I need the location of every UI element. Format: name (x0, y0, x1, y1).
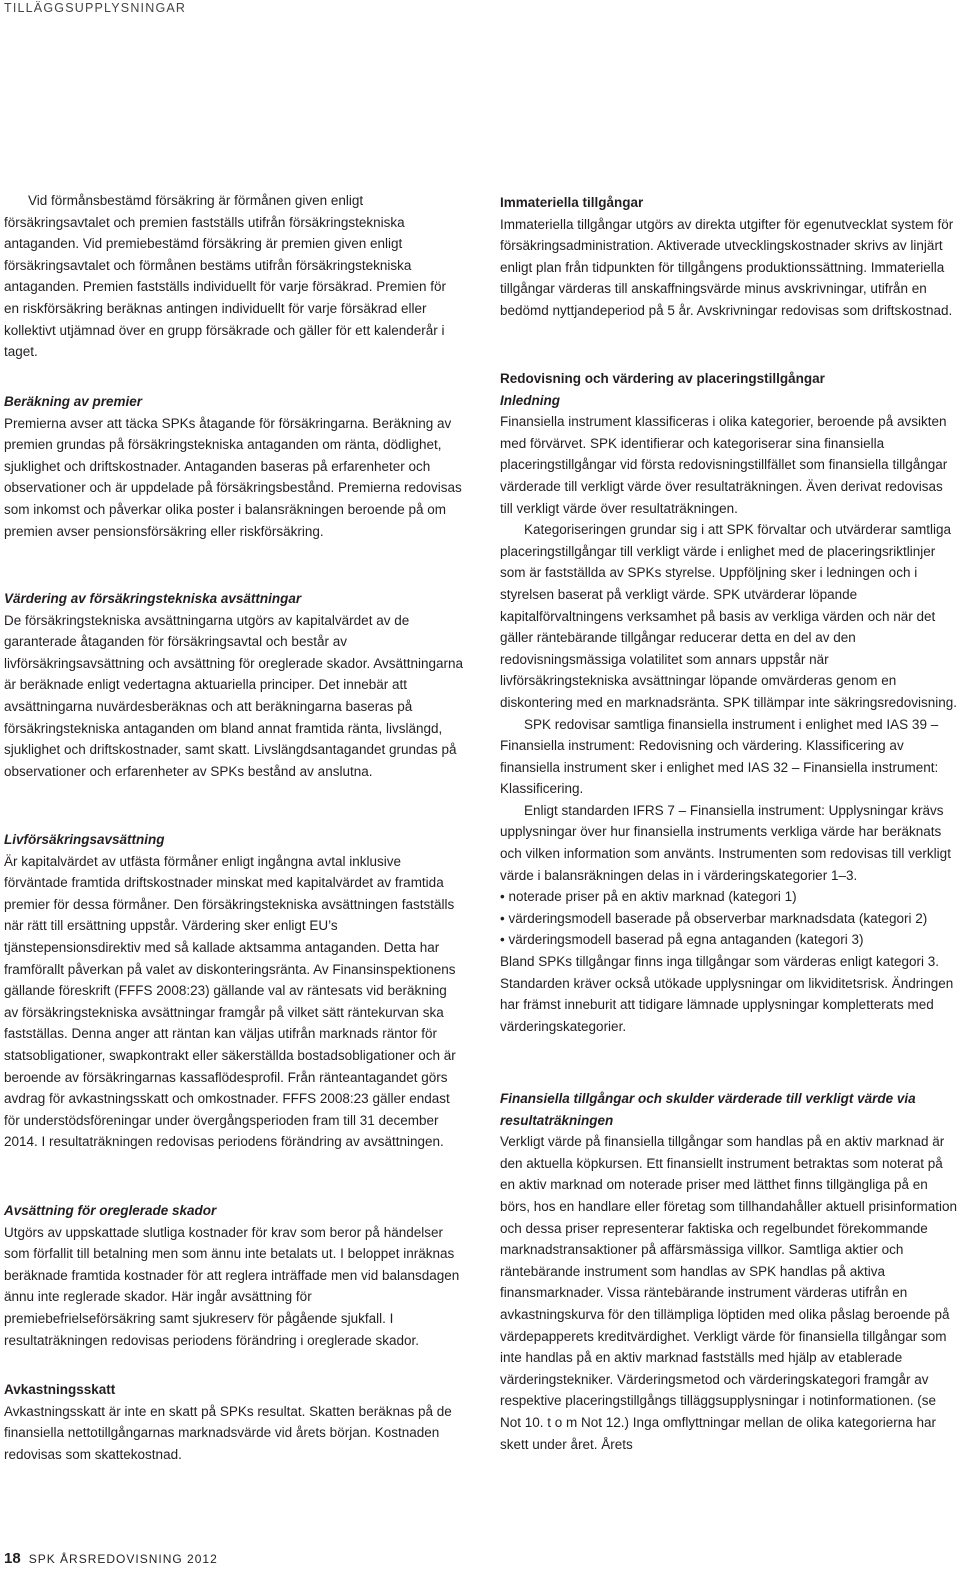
section-heading: Avkastningsskatt (4, 1382, 116, 1397)
section-heading: Värdering av försäkringstekniska avsättningar (4, 591, 302, 606)
section-paragraph: Enligt standarden IFRS 7 – Finansiella instrument: Upplysningar krävs upplysningar över hur finansiella instruments verkliga värde har beräknats och vilken information som använts. Instrumenten som redovisas till verkligt värde i balansräkningen delas in i värderingskategorier 1–3. (500, 802, 951, 883)
list-item: • noterade priser på en aktiv marknad (kategori 1) (500, 886, 958, 908)
running-header: TILLÄGGSUPPLYSNINGAR (4, 1, 187, 15)
page-footer (4, 1550, 218, 1567)
list-item: • värderingsmodell baserad på egna antaganden (kategori 3) (500, 929, 958, 951)
section-verkligt-varde (500, 1088, 958, 1455)
section-placeringstillgangar (500, 368, 958, 1037)
section-paragraph: Verkligt värde på finansiella tillgångar som handlas på en aktiv marknad är den aktuella köpkursen. Ett finansiellt instrument betraktas som noterat på en aktiv marknad om noterade priser med lätthet finns tillgängliga på en börs, hos en handlare eller företag som tillhandahåller aktuell prisinformation och dessa priser representerar faktiska och regelbundet förekommande marknadstransaktioner på affärsmässiga villkor. Samtliga aktier och räntebärande instrument som handlas av SPK handlas på aktiva finansmarknader. Vissa räntebärande instrument värderas utifrån en avkastningskurva för den tillämpliga löptiden med olika påslag beroende på värdepapperets kreditvärdighet. Verkligt värde för finansiella tillgångar som inte handlas på en aktiv marknad fastställs med hjälp av etablerade värderingstekniker. Värderingsmetod och värderingskategori framgår av respektive placeringstillgångs tilläggsupplysningar i notinformationen. (se Not 10. t o m Not 12.) Inga omflyttningar mellan de olika kategorierna har skett under året. Årets (500, 1134, 958, 1452)
intro-section (4, 190, 464, 363)
section-paragraph: Kategoriseringen grundar sig i att SPK förvaltar och utvärderar samtliga placeringstillgångar till verkligt värde i enlighet med de placeringsriktlinjer som är fastställda av SPKs styrelse. Uppföljning sker i ledningen och i styrelsen baserat på verkligt värde. SPK utvärderar löpande kapitalförvaltningens verksamhet på basis av verkliga värden och när det gäller räntebärande tillgångar reducerar detta en del av den redovisningsmässiga volatilitet som annars uppstår när livförsäkringstekniska avsättningar löpande omvärderas genom en diskontering med en marknadsränta. SPK tillämpar inte säkringsredovisning. (500, 522, 957, 710)
section-subheading: Inledning (500, 392, 560, 408)
section-paragraph: Finansiella instrument klassificeras i olika kategorier, beroende på avsikten med förvärvet. SPK identifierar och kategoriserar sina finansiella placeringstillgångar vid första redovisningstillfället som finansiella tillgångar värderade till verkligt värde över resultaträkningen. Även derivat redovisas till verkligt värde över resultaträkningen. (500, 414, 948, 516)
section-avkastningsskatt (4, 1379, 464, 1465)
footer-label: SPK ÅRSREDOVISNING 2012 (28, 1552, 218, 1566)
section-livforsakringsavsattning (4, 829, 464, 1153)
section-paragraph: Avkastningsskatt är inte en skatt på SPKs resultat. Skatten beräknas på de finansiella nettotillgångarnas marknadsvärde vid årets början. Kostnaden redovisas som skattekostnad. (4, 1403, 452, 1462)
section-heading: Beräkning av premier (4, 394, 143, 409)
section-paragraph: Premierna avser att täcka SPKs åtagande för försäkringarna. Beräkning av premien grundas på försäkringstekniska antaganden om ränta, dödlighet, sjuklighet och driftskostnader. Antaganden baseras på erfarenheter och observationer och är uppdelade på försäkringsbestånd. Premierna redovisas som inkomst och påverkar olika poster i balansräkningen beroende på om premien avser pensionsförsäkring eller riskförsäkring. (4, 415, 462, 539)
section-paragraph: Utgörs av uppskattade slutliga kostnader för krav som beror på händelser som förfallit till betalning men som ännu inte betalats ut. I beloppet inräknas beräknade framtida kostnader för att reglera inträffade men vid balansdagen ännu inte reglerade skador. Här ingår avsättning för premiebefrielseförsäkring samt sjukreserv för pågående sjukfall. I resultaträkningen redovisas periodens förändring i oreglerade skador. (4, 1224, 460, 1348)
section-vardering-avsattningar (4, 588, 464, 782)
section-immateriella-tillgangar (500, 192, 958, 322)
list-item: • värderingsmodell baserade på observerbar marknadsdata (kategori 2) (500, 908, 958, 930)
section-paragraph: Immateriella tillgångar utgörs av direkta utgifter för egenutvecklat system för försäkringsadministration. Aktiverade utvecklingskostnader skrivs av linjärt enligt plan från tidpunkten för tillgångens produktionssättning. Immateriella tillgångar värderas till anskaffningsvärde minus avskrivningar, utifrån en bedömd nyttjandeperiod på 5 år. Avskrivningar redovisas som driftskostnad. (500, 216, 954, 318)
section-paragraph: Är kapitalvärdet av utfästa förmåner enligt ingångna avtal inklusive förväntade framtida driftskostnader minskat med kapitalvärdet av framtida premier för dessa förmåner. Den försäkringstekniska avsättningen fastställs när rätt till ersättning uppstår. Värdering sker enligt EU’s tjänstepensionsdirektiv med så kallade aktsamma antaganden. Detta har framförallt påverkan på valet av diskonteringsränta. Av Finansinspektionens gällande föreskrift (FFFS 2008:23) gällande val av räntesats vid beräkning av försäkringstekniska avsättningar framgår på vilket sätt räntekurvan ska fastställas. Denna anger att räntan kan väljas utifrån marknads räntor för statsobligationer, swapkontrakt eller säkerställda bostadsobligationer och är beroende av försäkringarnas kassaflödesprofil. Från ränteantagandet görs avdrag för avkastningsskatt och omkostnader. FFFS 2008:23 gäller endast för understödsföreningar under övergångsperioden fram till 31 december 2014. I resultaträkningen redovisas periodens förändring av avsättningen. (4, 853, 456, 1150)
section-oreglerade-skador (4, 1200, 464, 1351)
section-heading: Immateriella tillgångar (500, 195, 644, 210)
section-premie-berakning (4, 391, 464, 542)
section-paragraph: SPK redovisar samtliga finansiella instrument i enlighet med IAS 39 – Finansiella instrument: Redovisning och värdering. Klassificering av finansiella instrument sker i enlighet med IAS 32 – Finansiella instrument: Klassificering. (500, 716, 939, 797)
section-paragraph: Bland SPKs tillgångar finns inga tillgångar som värderas enligt kategori 3. Standarden kräver också utökade upplysningar om likviditetsrisk. Ändringen har främst inneburit att tidigare lämnade upplysningar kompletterats med värderingskategorier. (500, 954, 954, 1034)
page-number: 18 (4, 1550, 21, 1567)
intro-paragraph: Vid förmånsbestämd försäkring är förmånen given enligt försäkringsavtalet och premien fastställs utifrån försäkringstekniska antaganden. Vid premiebestämd försäkring är premien given enligt försäkringsavtalet och förmånen bestäms utifrån försäkringstekniska antaganden. Premien fastställs individuellt för varje försäkrad. Premien för en riskförsäkring beräknas antingen individuellt för varje försäkrad eller kollektivt utjämnad över en grupp försäkrade och gäller för ett kalenderår i taget. (4, 193, 446, 360)
section-heading: Avsättning för oreglerade skador (4, 1203, 217, 1218)
valuation-category-list (500, 886, 958, 951)
section-heading: Finansiella tillgångar och skulder värderade till verkligt värde via resultaträkningen (500, 1091, 916, 1128)
section-paragraph: De försäkringstekniska avsättningarna utgörs av kapitalvärdet av de garanterade åtaganden för försäkringsavtal och består av livförsäkringsavsättning och avsättning för oreglerade skador. Avsättningarna är beräknade enligt vedertagna aktuariella principer. Det innebär att avsättningarna nuvärdesberäknas och att beräkningarna baseras på försäkringstekniska antaganden om bland annat framtida ränta, livslängd, sjuklighet och driftskostnader, samt skatt. Livslängdsantagandet grundas på observationer och erfarenheter av SPKs bestånd av anslutna. (4, 612, 464, 779)
section-heading: Livförsäkringsavsättning (4, 832, 165, 847)
section-heading: Redovisning och värdering av placeringstillgångar (500, 371, 825, 386)
